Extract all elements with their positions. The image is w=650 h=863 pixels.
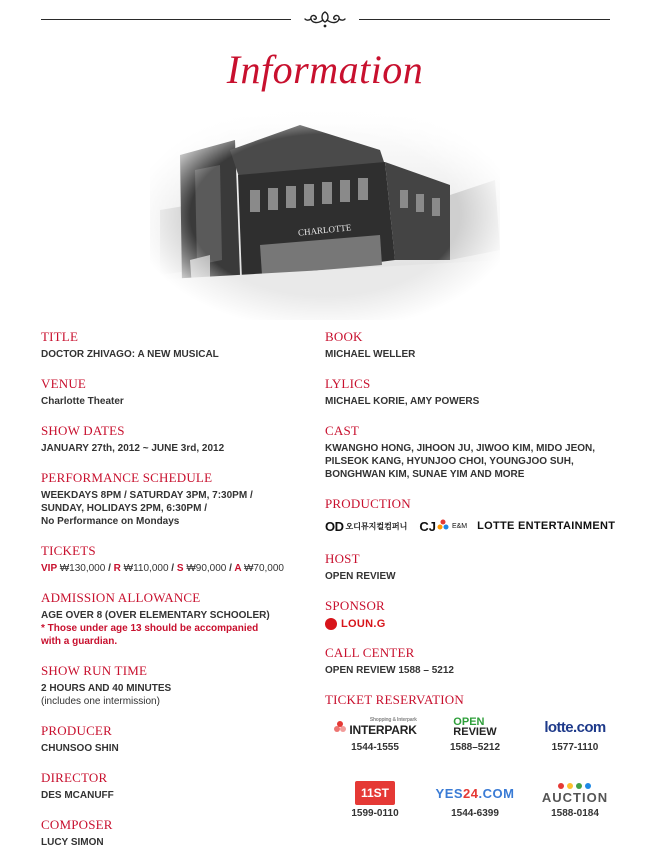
cast-lines	[325, 442, 625, 481]
reservation-grid	[325, 714, 625, 844]
yes24-logo-b: 24	[463, 785, 479, 801]
reservation-phone: 1588–5212	[449, 742, 501, 753]
lotte-entertainment-logo: LOTTE ENTERTAINMENT	[477, 520, 616, 532]
reservation-interpark[interactable]	[325, 714, 425, 753]
section-book	[325, 328, 625, 361]
ticket-grade: R	[113, 563, 121, 574]
ticket-prices: VIP ₩130,000 / R ₩110,000 / S ₩90,000 / A ₩70,000	[41, 563, 284, 574]
section-heading: ADMISSION ALLOWANCE	[41, 590, 201, 605]
section-value: CHUNSOO SHIN	[41, 743, 119, 754]
cj-logo: CJ	[419, 518, 436, 534]
lounge-logo	[325, 618, 625, 630]
cj-em-logo: E&M	[451, 522, 468, 530]
section-heading: PRODUCER	[41, 723, 112, 738]
openreview-logo-bottom: REVIEW	[453, 726, 497, 738]
section-heading: TICKET RESERVATION	[325, 692, 464, 707]
11st-logo-text: 11ST	[355, 781, 395, 805]
lounge-logo-text: LOUN.G	[341, 618, 386, 630]
page-title: Information	[226, 47, 424, 92]
section-heading: TITLE	[41, 329, 79, 344]
interpark-flower-icon	[333, 720, 347, 734]
section-heading: HOST	[325, 551, 360, 566]
ticket-price: ₩90,000	[186, 563, 227, 574]
section-heading: LYLICS	[325, 376, 371, 391]
reservation-phone: 1599-0110	[351, 808, 399, 819]
section-heading: CAST	[325, 423, 360, 438]
yes24-logo-a: YES	[435, 785, 464, 801]
reservation-lottecom[interactable]	[525, 714, 625, 753]
section-producer	[41, 722, 316, 755]
cast-line: PILSEOK KANG, HYUNJOO CHOI, YOUNGJOO SUH,	[325, 456, 574, 467]
openreview-logo-text	[453, 717, 496, 737]
yes24-logo-c: .COM	[478, 785, 515, 801]
reservation-phone: 1588-0184	[551, 808, 599, 819]
section-heading: PRODUCTION	[325, 496, 411, 511]
11st-logo	[325, 780, 425, 806]
section-heading: TICKETS	[41, 543, 96, 558]
admission-note	[41, 622, 316, 648]
section-value: DOCTOR ZHIVAGO: A NEW MUSICAL	[41, 349, 219, 360]
ticket-grade: VIP	[41, 563, 57, 574]
schedule-line: No Performance on Mondays	[41, 516, 180, 527]
info-right-column	[325, 328, 625, 858]
ornament-icon	[303, 8, 347, 30]
section-value: AGE OVER 8 (OVER ELEMENTARY SCHOOLER)	[41, 610, 270, 621]
yes24-logo-text	[436, 786, 515, 801]
section-heading: CALL CENTER	[325, 645, 415, 660]
note-line: with a guardian.	[41, 636, 118, 647]
section-heading: SHOW DATES	[41, 423, 125, 438]
header-rule-right	[359, 19, 610, 20]
header-rule-left	[41, 19, 291, 20]
reservation-yes24[interactable]	[425, 780, 525, 819]
section-heading: PERFORMANCE SCHEDULE	[41, 470, 213, 485]
section-lyrics	[325, 375, 625, 408]
section-sponsor	[325, 597, 625, 630]
auction-dots-icon	[557, 782, 593, 790]
reservation-phone: 1577-1110	[551, 742, 599, 753]
section-heading: DIRECTOR	[41, 770, 108, 785]
section-value: JANUARY 27th, 2012 ~ JUNE 3rd, 2012	[41, 443, 225, 454]
ticket-price: ₩110,000	[123, 563, 169, 574]
cast-line: KWANGHO HONG, JIHOON JU, JIWOO KIM, MIDO JEON,	[325, 443, 596, 454]
cj-flower-icon	[437, 519, 449, 533]
section-admission	[41, 589, 316, 648]
lounge-icon	[325, 618, 337, 630]
section-value: Charlotte Theater	[41, 396, 124, 407]
section-value: MICHAEL WELLER	[325, 349, 416, 360]
interpark-name: INTERPARK	[349, 723, 417, 737]
section-show-dates	[41, 422, 316, 455]
section-call-center	[325, 644, 625, 677]
od-logo: OD	[325, 518, 344, 534]
interpark-logo-text	[349, 717, 416, 737]
section-heading: SPONSOR	[325, 598, 385, 613]
openreview-logo-top: OPEN	[453, 716, 485, 728]
ticket-price: ₩70,000	[243, 563, 284, 574]
run-time-sub: (includes one intermission)	[41, 696, 160, 707]
auction-logo-text: AUCTION	[541, 789, 609, 805]
od-logo-korean: 오디뮤지컬컴퍼니	[345, 521, 408, 531]
interpark-logo-sub: Shopping & Interpark	[369, 717, 417, 723]
lottecom-logo-text: lotte.com	[544, 718, 606, 736]
section-venue	[41, 375, 316, 408]
schedule-line: WEEKDAYS 8PM / SATURDAY 3PM, 7:30PM /	[41, 490, 253, 501]
section-heading: SHOW RUN TIME	[41, 663, 148, 678]
reservation-11st[interactable]	[325, 780, 425, 819]
section-director	[41, 769, 316, 802]
section-host	[325, 550, 625, 583]
section-value: 2 HOURS AND 40 MINUTES	[41, 683, 172, 694]
section-composer	[41, 816, 316, 849]
reservation-phone: 1544-6399	[451, 808, 499, 819]
section-heading: BOOK	[325, 329, 363, 344]
section-ticket-reservation	[325, 691, 625, 844]
reservation-phone: 1544-1555	[351, 742, 399, 753]
ticket-grade: A	[234, 563, 242, 574]
reservation-auction[interactable]	[525, 780, 625, 819]
lottecom-logo	[525, 714, 625, 740]
section-heading: COMPOSER	[41, 817, 113, 832]
section-run-time	[41, 662, 316, 708]
reservation-openreview[interactable]	[425, 714, 525, 753]
section-value: OPEN REVIEW	[325, 571, 396, 582]
info-left-column	[41, 328, 316, 863]
section-title	[41, 328, 316, 361]
section-schedule	[41, 469, 316, 528]
section-value: DES MCANUFF	[41, 790, 114, 801]
cast-line: BONGHWAN KIM, SUNAE YIM AND MORE	[325, 469, 525, 480]
section-value: LUCY SIMON	[41, 837, 104, 848]
ticket-grade: S	[176, 563, 184, 574]
schedule-lines	[41, 489, 316, 528]
interpark-logo	[325, 714, 425, 740]
section-heading: VENUE	[41, 376, 87, 391]
note-line: * Those under age 13 should be accompanied	[41, 623, 259, 634]
section-production	[325, 495, 625, 536]
schedule-line: SUNDAY, HOLIDAYS 2PM, 6:30PM /	[41, 503, 207, 514]
production-logos	[325, 516, 625, 536]
section-cast	[325, 422, 625, 481]
theater-photo	[150, 110, 500, 320]
ticket-price: ₩130,000	[59, 563, 106, 574]
auction-logo	[525, 780, 625, 806]
openreview-logo	[425, 714, 525, 740]
section-value: OPEN REVIEW 1588 – 5212	[325, 665, 454, 676]
section-value: MICHAEL KORIE, AMY POWERS	[325, 396, 480, 407]
yes24-logo	[425, 780, 525, 806]
section-tickets	[41, 542, 316, 575]
